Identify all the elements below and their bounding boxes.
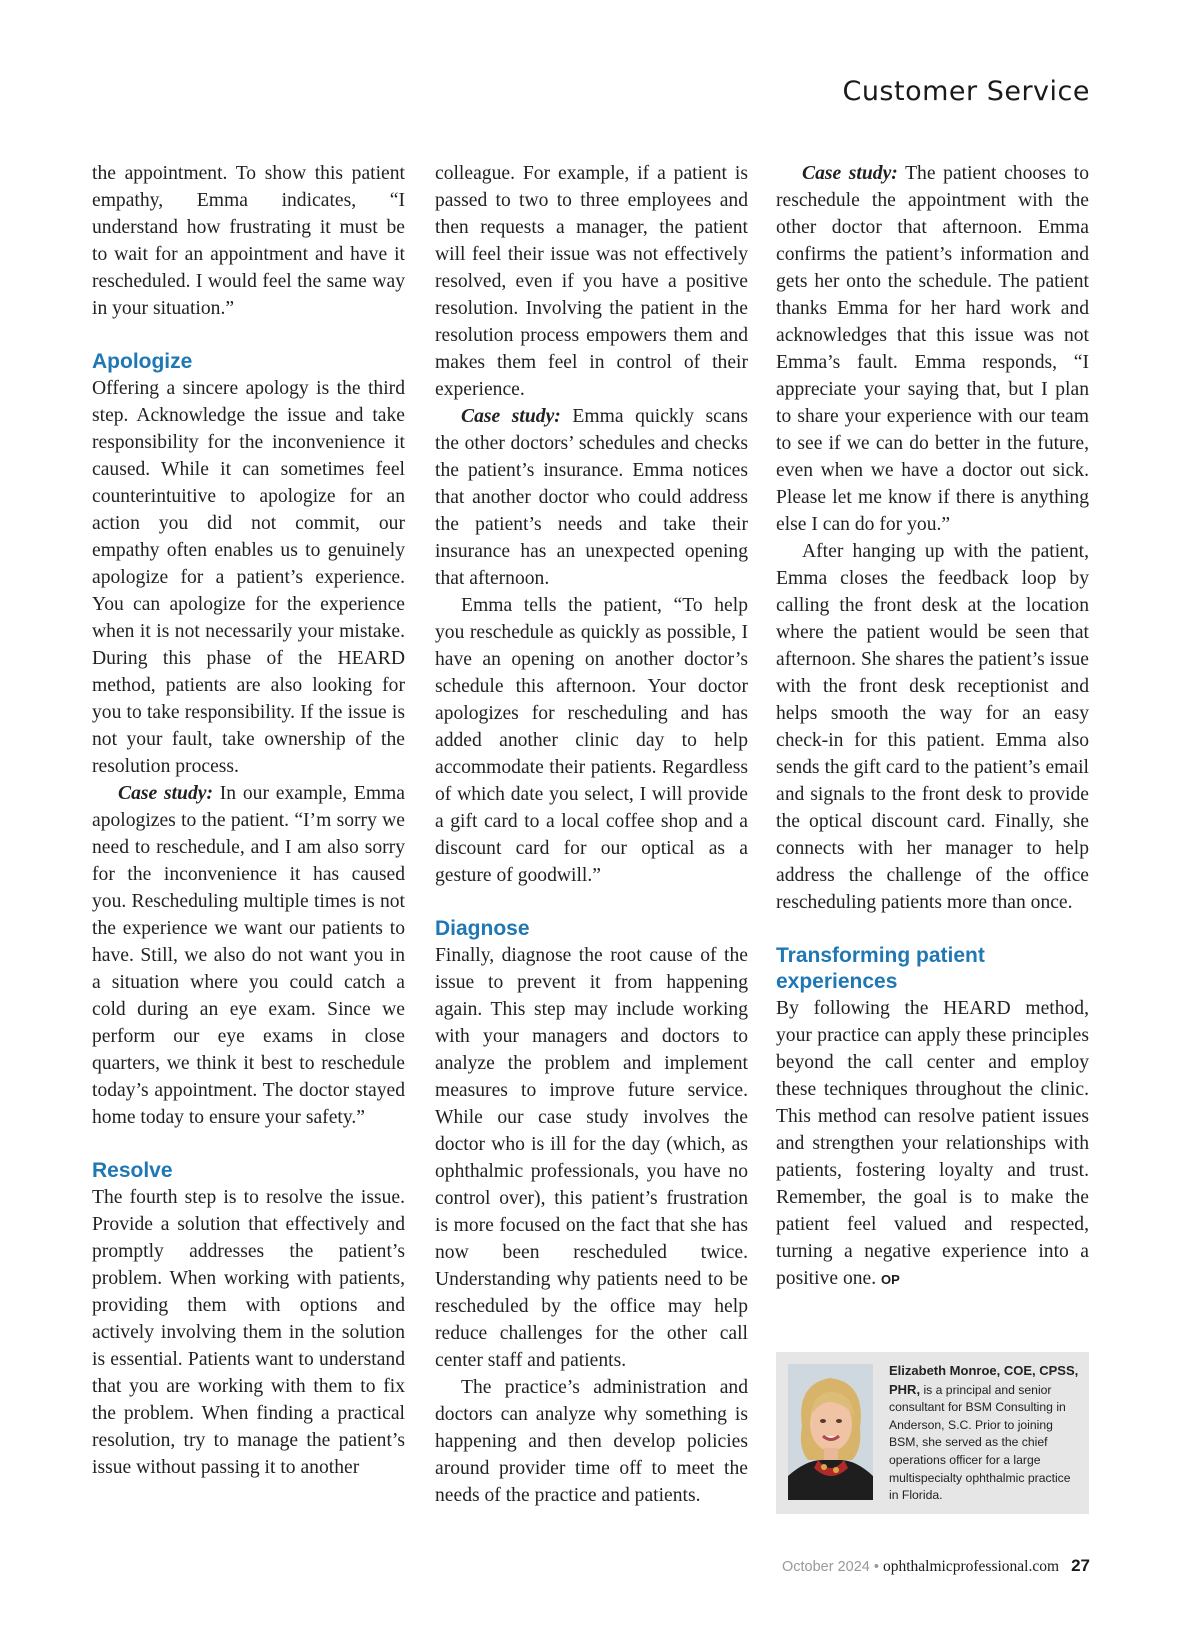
paragraph-text: By following the HEARD method, your practice can apply these principles beyond the call center and employ these techniques throughout the clinic. This method can resolve patient issues and strengthen your relationships with patients, fostering loyalty and trust. Remember, the goal is to make the patient feel valued and respected, turning a negative experience into a positive one. [776, 998, 1089, 1289]
section-label: Customer Service [842, 76, 1090, 107]
case-study-paragraph [92, 780, 405, 1131]
case-study-text: The patient chooses to reschedule the appointment with the other doctor that afternoon. Emma confirms the patient’s information and gets her onto the schedule. The patient thanks Emma for her hard work and acknowledges that this issue was not Emma’s fault. Emma responds, “I appreciate your saying that, but I plan to share your experience with our team to see if we can do better in the future, even when we have a doctor out sick. Please let me know if there is anything else I can do for you.” [776, 163, 1089, 535]
heading-diagnose: Diagnose [435, 917, 530, 940]
heading-transforming: Transforming patient experiences [776, 944, 985, 993]
paragraph: The fourth step is to resolve the issue. Provide a solution that effectively and promptly addresses the patient’s problem. When working with patients, providing them with options and actively involving them in the solution is essential. Patients want to understand that you are working with them to fix the problem. When finding a practical resolution, try to manage the patient’s issue without passing it to another [92, 1187, 405, 1478]
author-portrait-icon [788, 1364, 873, 1500]
heading-resolve: Resolve [92, 1159, 173, 1182]
heading-apologize: Apologize [92, 350, 193, 373]
page-number: 27 [1071, 1556, 1090, 1575]
author-bio [889, 1362, 1081, 1505]
case-study-label: Case study: [118, 783, 213, 804]
end-mark: OP [881, 1272, 900, 1287]
paragraph: The practice’s administration and doctors can analyze why something is happening and then develop policies around provider time off to meet the needs of the practice and patients. [435, 1377, 748, 1506]
author-bio-text: is a principal and senior consultant for BSM Consulting in Anderson, S.C. Prior to joining BSM, she served as the chief operations officer for a large multispecialty ophthalmic practice in Florida. [889, 1382, 1071, 1503]
page-footer [782, 1556, 1090, 1576]
paragraph: the appointment. To show this patient empathy, Emma indicates, “I understand how frustrating it must be to wait for an appointment and have it rescheduled. I would feel the same way in your situation.” [92, 163, 405, 319]
paragraph: Emma tells the patient, “To help you reschedule as quickly as possible, I have an opening on another doctor’s schedule this afternoon. Your doctor apologizes for rescheduling and has added another clinic day to help accommodate their patients. Regardless of which date you select, I will provide a gift card to a local coffee shop and a discount card for our optical as a gesture of goodwill.” [435, 595, 748, 886]
paragraph: colleague. For example, if a patient is passed to two to three employees and then requests a manager, the patient will feel their issue was not effectively resolved, even if you have a positive resolution. Involving the patient in the resolution process empowers them and makes them feel in control of their experience. [435, 163, 748, 400]
article-column-2 [435, 160, 748, 1509]
footer-separator: • [873, 1559, 879, 1575]
case-study-label: Case study: [802, 163, 898, 184]
paragraph: After hanging up with the patient, Emma closes the feedback loop by calling the front desk at the location where the patient would be seen that afternoon. She shares the patient’s issue with the front desk receptionist and helps smooth the way for an easy check-in for this patient. Emma also sends the gift card to the patient’s email and signals to the front desk to provide the optical discount card. Finally, she connects with her manager to help address the challenge of the office rescheduling patients more than once. [776, 541, 1089, 913]
paragraph [776, 995, 1089, 1293]
article-column-1 [92, 160, 405, 1481]
case-study-paragraph [776, 160, 1089, 538]
issue-date: October 2024 [781, 1559, 870, 1575]
author-photo [788, 1364, 873, 1500]
case-study-text: In our example, Emma apologizes to the patient. “I’m sorry we need to reschedule, and I am also sorry for the inconvenience it has caused you. Rescheduling multiple times is not the experience we want our patients to have. Still, we also do not want you in a situation where you could catch a cold during an eye exam. Since we perform our eye exams in close quarters, we think it best to reschedule today’s appointment. The doctor stayed home today to ensure your safety.” [92, 783, 405, 1128]
website: ophthalmicprofessional.com [882, 1558, 1060, 1575]
case-study-label: Case study: [461, 406, 561, 427]
paragraph: Offering a sincere apology is the third step. Acknowledge the issue and take responsibility for the inconvenience it caused. While it can sometimes feel counterintuitive to apologize for an action you did not commit, our empathy often enables us to genuinely apologize for a patient’s experience. You can apologize for the experience when it is not necessarily your mistake. During this phase of the HEARD method, patients are also looking for you to take responsibility. If the issue is not your fault, take ownership of the resolution process. [92, 378, 405, 777]
author-name: Elizabeth Monroe, COE, CPSS, PHR, [889, 1363, 1079, 1397]
article-column-3 [776, 160, 1089, 1293]
case-study-paragraph [435, 403, 748, 592]
paragraph: Finally, diagnose the root cause of the issue to prevent it from happening again. This step may include working with your managers and doctors to analyze the problem and implement measures to improve future service. While our case study involves the doctor who is ill for the day (which, as ophthalmic professionals, you have no control over), this patient’s frustration is more focused on the fact that she has now been rescheduled twice. Understanding why patients need to be rescheduled by the office may help reduce challenges for the other call center staff and patients. [435, 945, 748, 1371]
author-bio-box [776, 1352, 1089, 1514]
case-study-text: Emma quickly scans the other doctors’ schedules and checks the patient’s insurance. Emma notices that another doctor who could address the patient’s needs and take their insurance has an unexpected opening that afternoon. [435, 406, 748, 589]
